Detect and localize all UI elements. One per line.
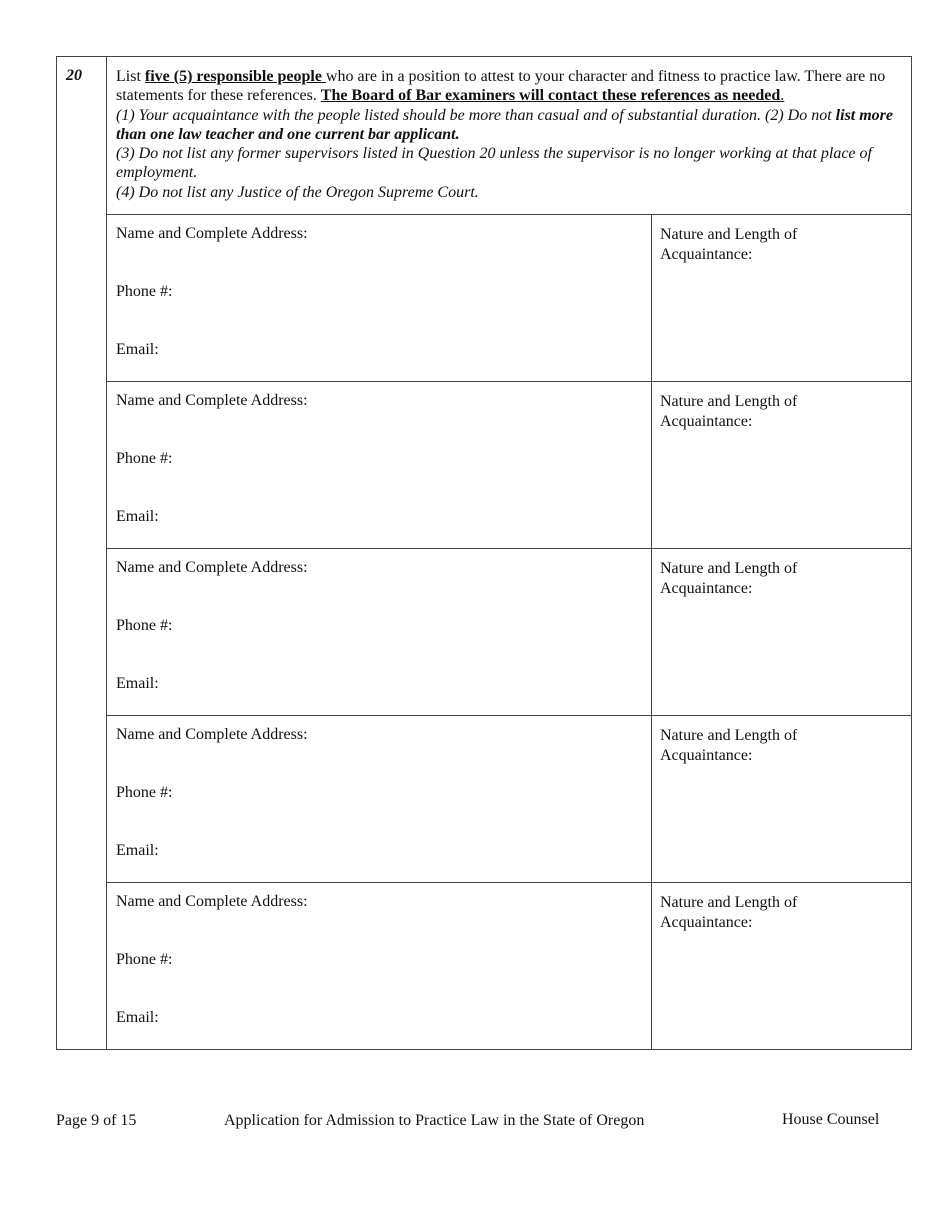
reference-contact-cell[interactable] bbox=[107, 883, 652, 1050]
rule-3: (3) Do not list any former supervisors listed in Question 20 unless the supervisor is no longer working at that place of employment. bbox=[116, 145, 872, 182]
email-label: Email: bbox=[116, 842, 159, 859]
name-address-label: Name and Complete Address: bbox=[116, 392, 308, 409]
reference-block-3 bbox=[107, 549, 911, 716]
question-number-column bbox=[57, 57, 107, 1049]
name-address-label: Name and Complete Address: bbox=[116, 559, 308, 576]
email-label: Email: bbox=[116, 675, 159, 692]
footer-document-title: Application for Admission to Practice Law in the State of Oregon bbox=[224, 1112, 645, 1129]
acquaintance-label: Nature and Length of Acquaintance: bbox=[660, 894, 798, 931]
email-label: Email: bbox=[116, 1009, 159, 1026]
acquaintance-cell[interactable] bbox=[652, 382, 911, 548]
acquaintance-cell[interactable] bbox=[652, 883, 911, 1050]
intro-emphasis: five (5) responsible people bbox=[144, 68, 326, 85]
intro-post: who are in a position to attest to your character and fitness to practice law. There are no statements for these references. bbox=[116, 68, 886, 105]
reference-block-2 bbox=[107, 382, 911, 549]
footer-page-number: Page 9 of 15 bbox=[56, 1112, 137, 1129]
phone-label: Phone #: bbox=[116, 784, 173, 801]
acquaintance-label: Nature and Length of Acquaintance: bbox=[660, 393, 798, 430]
acquaintance-cell[interactable] bbox=[652, 215, 911, 381]
rule-4: (4) Do not list any Justice of the Oregon Supreme Court. bbox=[116, 183, 479, 201]
intro-paragraph bbox=[116, 67, 904, 106]
rule-2-bold: list more than one law teacher and one current bar applicant. bbox=[116, 106, 894, 143]
question-number: 20 bbox=[66, 67, 82, 84]
email-label: Email: bbox=[116, 341, 159, 358]
acquaintance-cell[interactable] bbox=[652, 716, 911, 882]
reference-contact-cell[interactable] bbox=[107, 215, 652, 381]
reference-contact-cell[interactable] bbox=[107, 382, 652, 548]
name-address-label: Name and Complete Address: bbox=[116, 893, 308, 910]
name-address-label: Name and Complete Address: bbox=[116, 225, 308, 242]
phone-label: Phone #: bbox=[116, 951, 173, 968]
phone-label: Phone #: bbox=[116, 617, 173, 634]
intro-pre: List bbox=[116, 68, 145, 85]
question-instructions bbox=[107, 57, 911, 215]
reference-contact-cell[interactable] bbox=[107, 716, 652, 882]
phone-label: Phone #: bbox=[116, 283, 173, 300]
board-notice: The Board of Bar examiners will contact these references as needed bbox=[320, 87, 781, 105]
rule-1: (1) Your acquaintance with the people listed should be more than casual and of substantial duration. (2) Do not bbox=[116, 106, 836, 124]
reference-block-5 bbox=[107, 883, 911, 1050]
rules-1-2 bbox=[116, 106, 904, 145]
reference-contact-cell[interactable] bbox=[107, 549, 652, 715]
email-label: Email: bbox=[116, 508, 159, 525]
reference-block-4 bbox=[107, 716, 911, 883]
acquaintance-label: Nature and Length of Acquaintance: bbox=[660, 226, 798, 263]
phone-label: Phone #: bbox=[116, 450, 173, 467]
reference-block-1 bbox=[107, 215, 911, 382]
name-address-label: Name and Complete Address: bbox=[116, 726, 308, 743]
acquaintance-cell[interactable] bbox=[652, 549, 911, 715]
footer-application-type: House Counsel bbox=[782, 1111, 880, 1128]
acquaintance-label: Nature and Length of Acquaintance: bbox=[660, 560, 798, 597]
board-notice-period: . bbox=[780, 87, 785, 105]
acquaintance-label: Nature and Length of Acquaintance: bbox=[660, 727, 798, 764]
references-form-table bbox=[56, 56, 912, 1050]
